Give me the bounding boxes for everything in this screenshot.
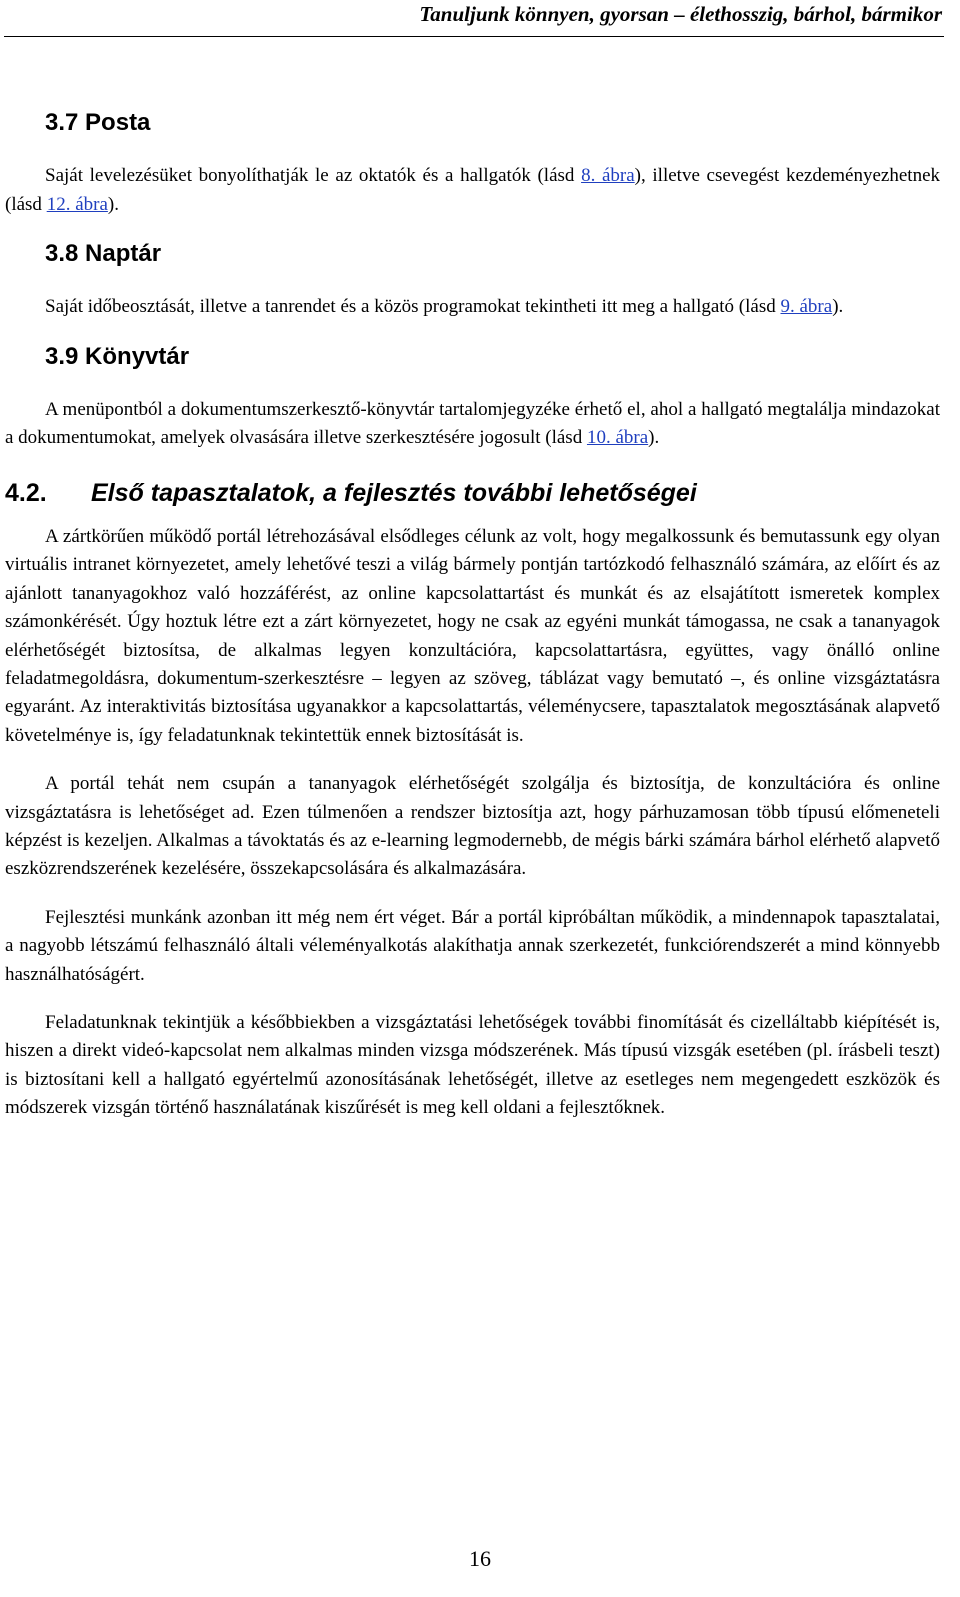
section-title: Könyvtár — [85, 342, 190, 370]
section-heading-konyvtar — [5, 342, 940, 372]
text-run: ), illetve csevegést kezdeményezhetnek (lásd — [5, 165, 941, 215]
text-run: ). — [832, 296, 844, 318]
text-run: A menüpontból a dokumentumszerkesztő-könyvtár tartalomjegyzéke érhető el, ahol a hallgató megtalálja mindazokat a dokumentumokat, amelyek olvasására illetve szerkesztésére jogosult (lásd — [5, 398, 940, 449]
figure-link-12[interactable]: 12. ábra — [46, 193, 108, 215]
chapter-title: Első tapasztalatok, a fejlesztés további lehetőségei — [91, 478, 697, 507]
paragraph-posta — [5, 162, 940, 219]
chapter-paragraph-3: Fejlesztési munkánk azonban itt még nem ért véget. Bár a portál kipróbáltan működik, a mindennapok tapasztalatai, a nagyobb létszámú felhasználó általi véleményalkotás alakíthatja annak szerkezetét, funkciórendszerét a mind könnyebb használhatóságért. — [5, 906, 940, 985]
text-run: ). — [107, 193, 119, 215]
section-title: Naptár — [85, 240, 162, 268]
paragraph-naptar — [5, 293, 940, 322]
section-title: Posta — [85, 109, 151, 136]
figure-link-8[interactable]: 8. ábra — [581, 165, 635, 186]
page-number: 16 — [469, 1546, 491, 1571]
text-run: Saját levelezésüket bonyolíthatják le az oktatók és a hallgatók (lásd — [45, 165, 582, 186]
section-number: 3.9 — [45, 342, 79, 370]
section-number: 3.8 — [45, 240, 79, 268]
section-heading-naptar — [5, 239, 940, 269]
chapter-paragraph-1: A zártkörűen működő portál létrehozásával elsődleges célunk az volt, hogy megalkossunk és bemutassunk egy olyan virtuális intranet környezetet, amely lehetővé teszi a világ bármely pontján tartózkodó felhasználó számára, az előírt és az ajánlott tananyagokhoz való hozzáférést, az online kapcsolattartást és munkát és az elsajátított ismeretek komplex számonkérését. Úgy hoztuk létre ezt a zárt környezetet, hogy ne csak az egyéni munkát támogassa, ne csak a tananyagok elérhetőségét biztosítsa, de alkalmas legyen konzultációra, kapcsolattartásra, együttes, vagy önálló online feladatmegoldásra, dokumentum-szerkesztésre – legyen az szöveg, táblázat vagy bemutató –, és online vizsgáztatásra egyaránt. Az interaktivitás biztosítása ugyanakkor a kapcsolattartás, véleménycsere, tapasztalatok megosztásának alapvető követelménye is, így feladatunknak tekintettük ennek biztosítását is. — [5, 525, 940, 746]
chapter-paragraph-2: A portál tehát nem csupán a tananyagok elérhetőségét szolgálja és biztosítja, de konzultációra és online vizsgáztatásra is lehetőséget ad. Ezen túlmenően a rendszer biztosítja azt, hogy párhuzamosan több típusú előmeneteli képzést is kezeljen. Alkalmas a távoktatás és az e-learning legmodernebb, de mégis bárki számára bárhol elérhető alapvető eszközrendszerének kezelésére, összekapcsolására és alkalmazására. — [5, 773, 940, 880]
chapter-heading — [5, 477, 940, 509]
page-content — [5, 108, 940, 1123]
header-rule — [4, 36, 944, 37]
figure-link-10[interactable]: 10. ábra — [586, 427, 649, 449]
section-heading-posta — [5, 108, 940, 138]
text-run: ). — [648, 427, 660, 449]
figure-link-9[interactable]: 9. ábra — [780, 296, 833, 318]
chapter-number: 4.2. — [5, 478, 47, 507]
section-number: 3.7 — [45, 109, 79, 136]
chapter-paragraph-4: Feladatunknak tekintjük a későbbiekben a vizsgáztatási lehetőségek további finomítását és cizelláltabb kiépítését is, hiszen a direkt videó-kapcsolat nem alkalmas minden vizsga módszerének. Más típusú vizsgák esetében (pl. írásbeli teszt) is biztosítani kell a hallgató egyértelmű azonosításának lehetőségét, illetve az esetleges nem megengedett eszközök és módszerek vizsgán történő használatának kiszűrését is meg kell oldani a fejlesztőknek. — [5, 1012, 940, 1119]
text-run: Saját időbeosztását, illetve a tanrendet és a közös programokat tekintheti itt meg a hallgató (lásd — [45, 296, 781, 318]
running-header: Tanuljunk könnyen, gyorsan – élethosszig, bárhol, bármikor — [419, 2, 942, 26]
paragraph-konyvtar — [5, 396, 940, 453]
